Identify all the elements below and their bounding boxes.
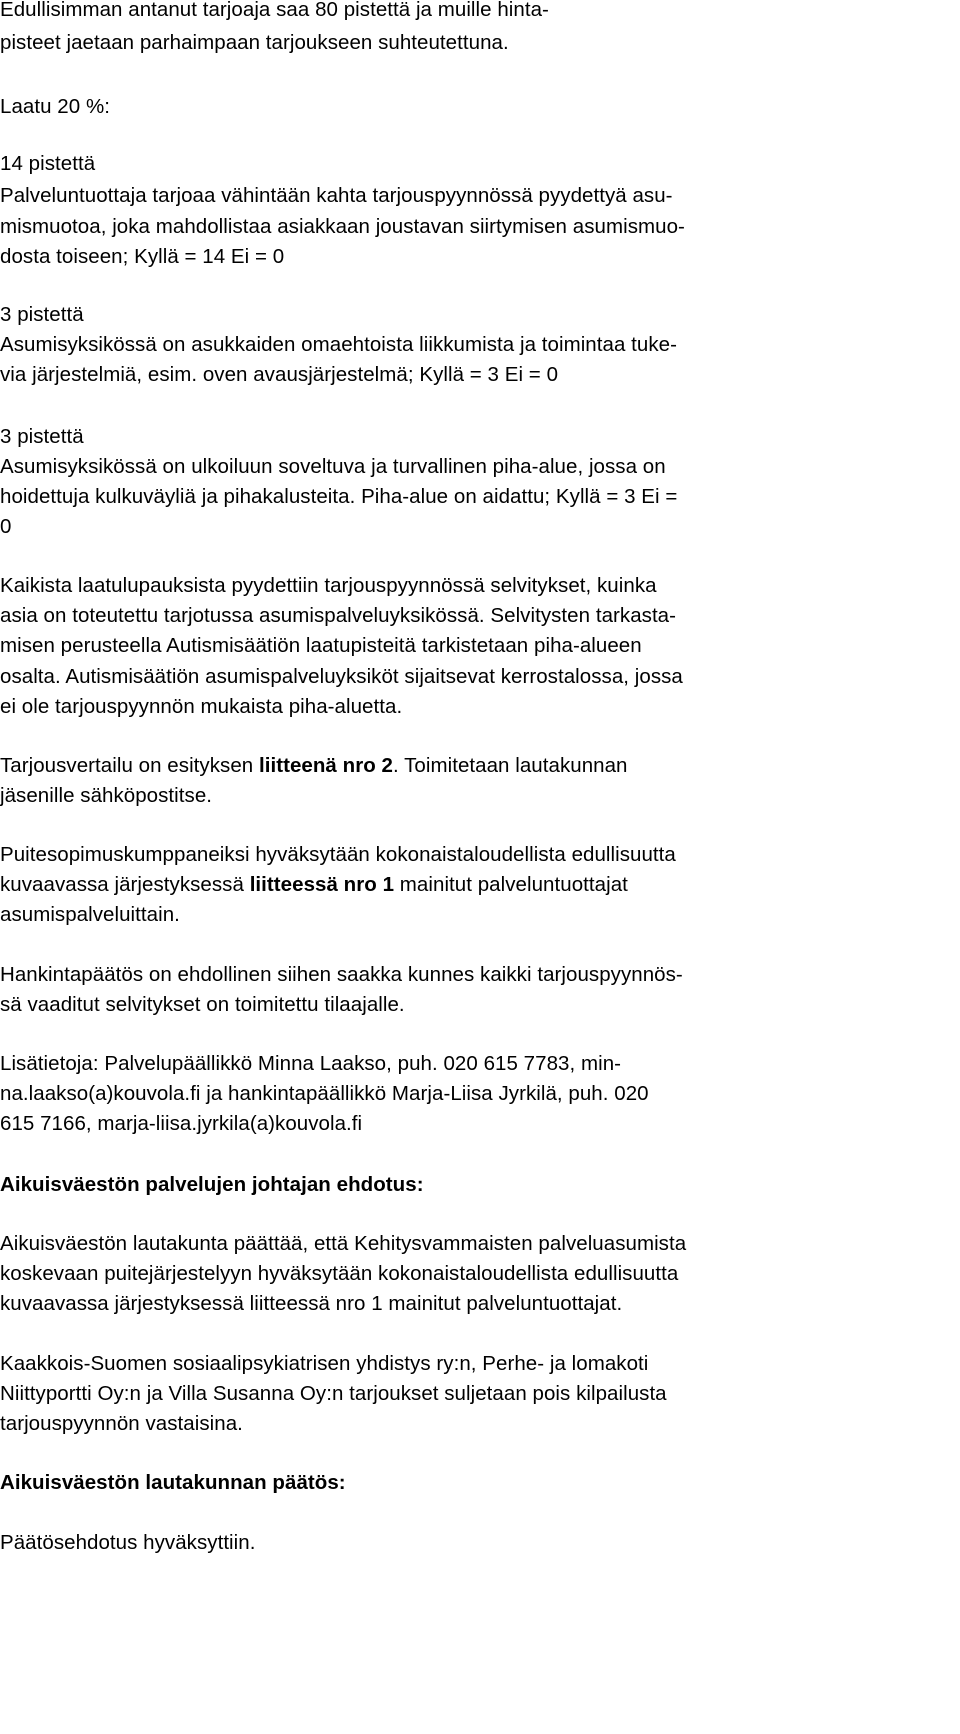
text-line [0,753,628,779]
text-line: via järjestelmiä, esim. oven avausjärjestelmä; Kyllä = 3 Ei = 0 [0,363,559,386]
text-line: na.laakso(a)kouvola.fi ja hankintapäällikkö Marja-Liisa Jyrkilä, puh. 020 [0,1082,649,1105]
attachment-reference: liitteenä nro 2 [258,754,393,777]
text-line: Laatu 20 %: [0,95,110,118]
text-line: kuvaavassa järjestyksessä liitteessä nro 1 mainitut palveluntuottajat. [0,1292,623,1315]
text-line: 3 pistettä [0,425,84,448]
text-line: ei ole tarjouspyynnön mukaista piha-aluetta. [0,695,403,718]
text-run: Tarjousvertailu on esityksen [0,754,259,777]
text-run: . Toimitetaan lautakunnan [393,754,628,777]
text-line: hoidettuja kulkuväyliä ja pihakalusteita. Piha-alue on aidattu; Kyllä = 3 Ei = [0,485,678,508]
text-line: Asumisyksikössä on asukkaiden omaehtoista liikkumista ja toimintaa tuke- [0,333,677,356]
text-line: asia on toteutettu tarjotussa asumispalveluyksikössä. Selvitysten tarkasta- [0,604,677,627]
text-line: asumispalveluittain. [0,903,180,926]
section-heading: Aikuisväestön palvelujen johtajan ehdotus: [0,1173,424,1196]
text-run: kuvaavassa järjestyksessä [0,873,250,896]
text-line [0,872,628,898]
text-line: 3 pistettä [0,303,84,326]
text-line: Kaikista laatulupauksista pyydettiin tarjouspyynnössä selvitykset, kuinka [0,574,657,597]
text-line: dosta toiseen; Kyllä = 14 Ei = 0 [0,245,285,268]
text-line: mismuotoa, joka mahdollistaa asiakkaan joustavan siirtymisen asumismuo- [0,215,685,238]
text-line: osalta. Autismisäätiön asumispalveluyksiköt sijaitsevat kerrostalossa, jossa [0,665,683,688]
text-line: 14 pistettä [0,152,96,175]
text-line: misen perusteella Autismisäätiön laatupisteitä tarkistetaan piha-alueen [0,634,642,657]
text-line: pisteet jaetaan parhaimpaan tarjoukseen suhteutettuna. [0,31,509,54]
text-line: 0 [0,515,12,538]
text-line: jäsenille sähköpostitse. [0,784,213,807]
text-line: koskevaan puitejärjestelyyn hyväksytään kokonaistaloudellista edullisuutta [0,1262,679,1285]
text-line: tarjouspyynnön vastaisina. [0,1412,243,1435]
attachment-reference: liitteessä nro 1 [249,873,395,896]
text-line: 615 7166, marja-liisa.jyrkila(a)kouvola.fi [0,1112,363,1135]
text-line: Aikuisväestön lautakunta päättää, että Kehitysvammaisten palveluasumista [0,1232,687,1255]
text-line: Asumisyksikössä on ulkoiluun soveltuva ja turvallinen piha-alue, jossa on [0,455,666,478]
text-line: Kaakkois-Suomen sosiaalipsykiatrisen yhdistys ry:n, Perhe- ja lomakoti [0,1352,649,1375]
text-line: Päätösehdotus hyväksyttiin. [0,1531,256,1554]
text-line: Edullisimman antanut tarjoaja saa 80 pistettä ja muille hinta- [0,0,549,21]
text-line: Hankintapäätös on ehdollinen siihen saakka kunnes kaikki tarjouspyynnös- [0,963,683,986]
text-line: Puitesopimuskumppaneiksi hyväksytään kokonaistaloudellista edullisuutta [0,843,676,866]
text-line: sä vaaditut selvitykset on toimitettu tilaajalle. [0,993,405,1016]
text-line: Palveluntuottaja tarjoaa vähintään kahta tarjouspyynnössä pyydettyä asu- [0,184,673,207]
section-heading: Aikuisväestön lautakunnan päätös: [0,1471,346,1494]
text-run: mainitut palveluntuottajat [394,873,628,896]
text-line: Lisätietoja: Palvelupäällikkö Minna Laakso, puh. 020 615 7783, min- [0,1052,622,1075]
text-line: Niittyportti Oy:n ja Villa Susanna Oy:n tarjoukset suljetaan pois kilpailusta [0,1382,667,1405]
